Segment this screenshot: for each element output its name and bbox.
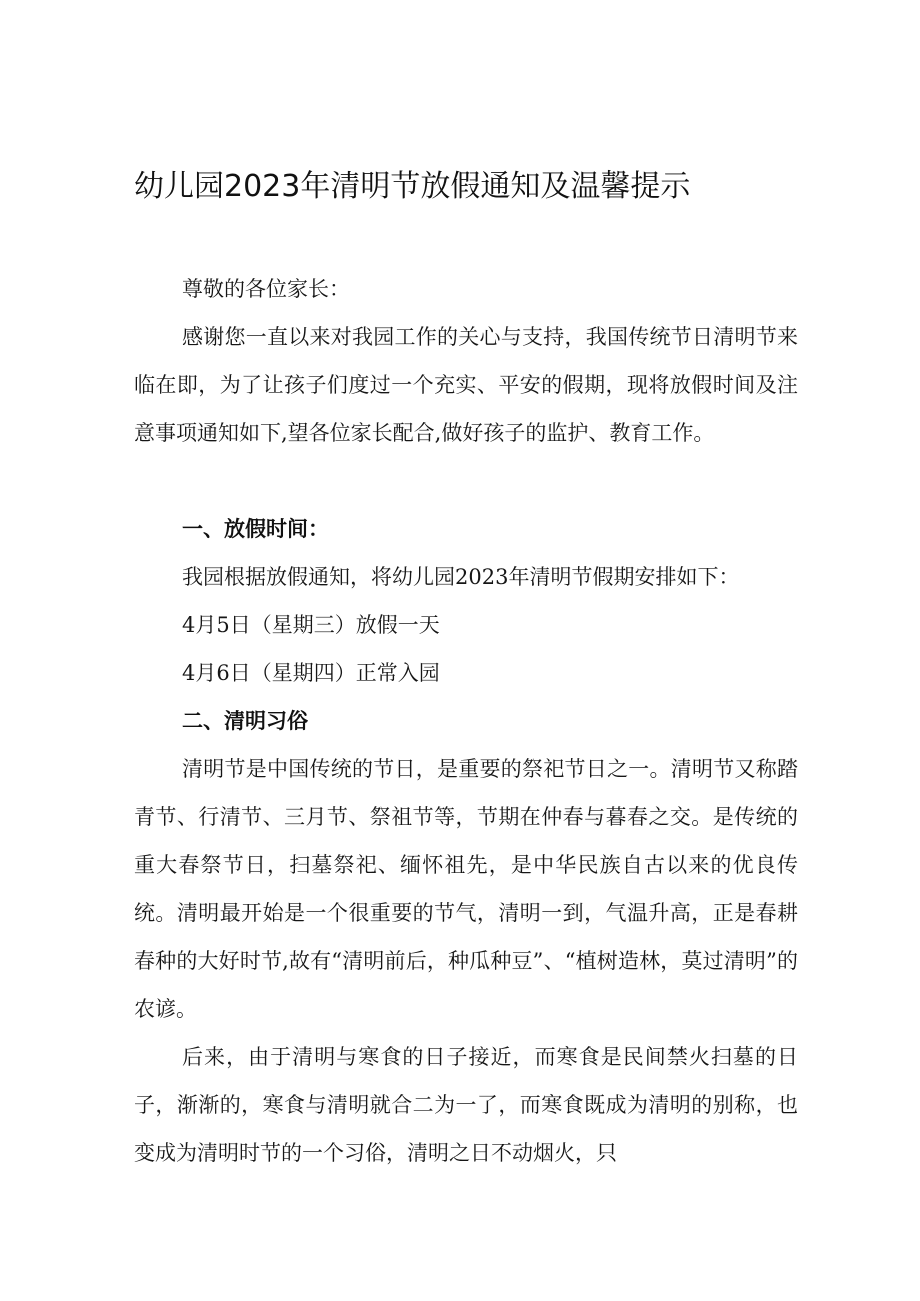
document-title: 幼儿园2023年清明节放假通知及温馨提示: [134, 169, 691, 204]
intro-paragraph: 感谢您一直以来对我园工作的关心与支持，我国传统节日清明节来临在即，为了让孩子们度过一个充实、平安的假期，现将放假时间及注意事项通知如下,望各位家长配合,做好孩子的监护、教育工作。: [134, 325, 798, 445]
return-date-line: 4月6日（星期四）正常入园: [182, 661, 440, 685]
customs-paragraph-2: 后来，由于清明与寒食的日子接近，而寒食是民间禁火扫墓的日子，渐渐的，寒食与清明就合二为一了，而寒食既成为清明的别称，也变成为清明时节的一个习俗，清明之日不动烟火，只: [134, 1045, 798, 1165]
holiday-arrangement-line: 我园根据放假通知，将幼儿园2023年清明节假期安排如下：: [182, 565, 740, 589]
customs-paragraph-1: 清明节是中国传统的节日，是重要的祭祀节日之一。清明节又称踏青节、行清节、三月节、祭祖节等，节期在仲春与暮春之交。是传统的重大春祭节日，扫墓祭祀、缅怀祖先，是中华民族自古以来的优良传统。清明最开始是一个很重要的节气，清明一到，气温升高，正是春耕春种的大好时节,故有“清明前后，种瓜种豆”、“植树造林，莫过清明”的农谚。: [134, 757, 798, 1021]
section-heading-holiday-time: 一、放假时间：: [182, 517, 329, 541]
salutation: 尊敬的各位家长：: [182, 277, 350, 301]
section-heading-customs: 二、清明习俗: [182, 709, 308, 733]
holiday-date-line: 4月5日（星期三）放假一天: [182, 613, 440, 637]
